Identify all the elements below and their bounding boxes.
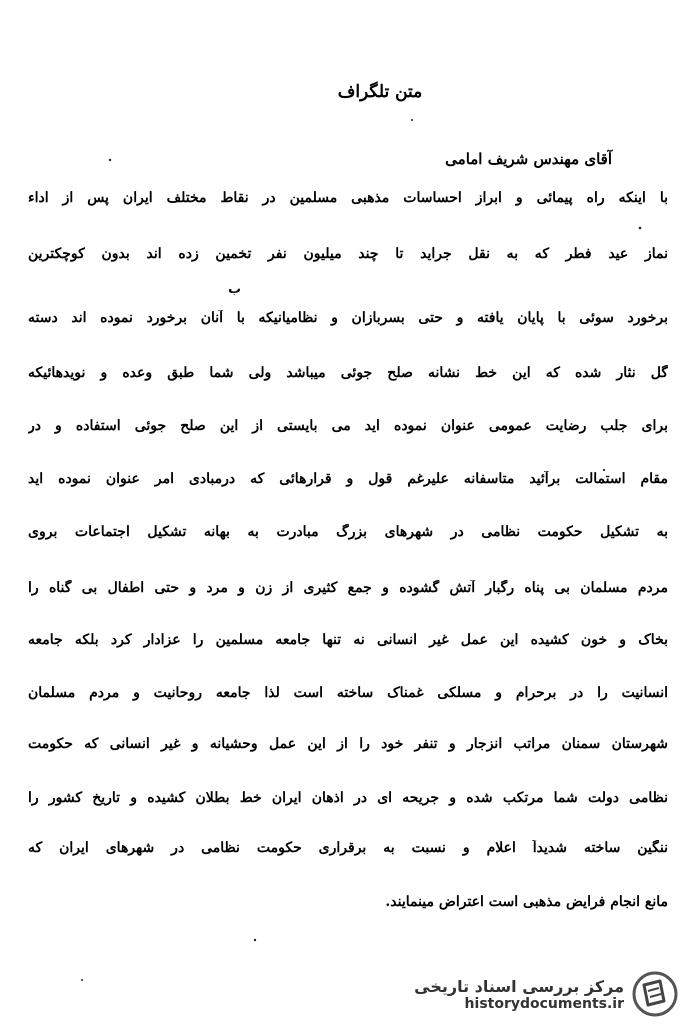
body-line: با اینکه راه پیمائی و ابراز احساسات مذهبی مسلمین در نقاط مختلف ایران پس از اداء bbox=[28, 190, 668, 206]
body-line: گل نثار شده که این خط نشانه صلح جوئی میباشد ولی شما طبق وعده و نویدهائیکه bbox=[28, 365, 668, 381]
document-logo-icon bbox=[632, 971, 678, 1017]
body-line: به تشکیل حکومت نظامی در شهرهای بزرگ مبادرت به بهانه تشکیل اجتماعات بروی bbox=[28, 524, 668, 540]
body-line: مردم مسلمان بی پناه رگبار آتش گشوده و جمع کثیری از زن و مرد و حتی اطفال بی گناه را bbox=[28, 580, 668, 596]
watermark-url: historydocuments.ir bbox=[464, 995, 624, 1012]
body-line: بخاک و خون کشیده این عمل غیر انسانی نه تنها جامعه مسلمین را عزادار کرد بلکه جامعه bbox=[28, 632, 668, 648]
watermark bbox=[378, 966, 678, 1022]
telegram-addressee: آقای مهندس شریف امامی bbox=[445, 150, 612, 168]
body-line: انسانیت را در برحرام و مسلکی غمناک ساخته است لذا جامعه روحانیت و مردم مسلمان bbox=[28, 685, 668, 701]
body-line: نماز عید فطر که به نقل جراید تا چند میلیون نفر تخمین زده اند بدون کوچکترین bbox=[28, 246, 668, 262]
telegram-title: متن تلگراف bbox=[337, 82, 423, 102]
body-line: برای جلب رضایت عمومی عنوان نموده اید می بایستی از این صلح جوئی استفاده و در bbox=[28, 418, 668, 434]
body-line: برخورد سوئی با پایان یافته و حتی بسربازان و نظامیانیکه با آنان برخورد نموده اند دسته bbox=[28, 310, 668, 326]
body-line: مانع انجام فرایض مذهبی است اعتراض مینمایند. bbox=[385, 894, 668, 910]
body-line: ننگین ساخته شدیداً اعلام و نسبت به برقراری حکومت نظامی در شهرهای ایران که bbox=[28, 840, 668, 856]
body-line: شهرستان سمنان مراتب انزجار و تنفر خود را از این عمل وحشیانه و غیر انسانی که حکومت bbox=[28, 736, 668, 752]
watermark-organization: مرکز بررسی اسناد تاریخی bbox=[414, 976, 624, 996]
stray-ink-mark: ب bbox=[228, 282, 242, 297]
body-line: مقام استمالت برآئید متاسفانه علیرغم قول و قرارهائی که درمبادی امر عنوان نموده اید bbox=[28, 471, 668, 487]
watermark-text bbox=[414, 977, 624, 1012]
body-line: نظامی دولت شما مرتکب شده و جریحه ای در اذهان ایران خط بطلان کشیده و تاریخ کشور را bbox=[28, 790, 668, 806]
